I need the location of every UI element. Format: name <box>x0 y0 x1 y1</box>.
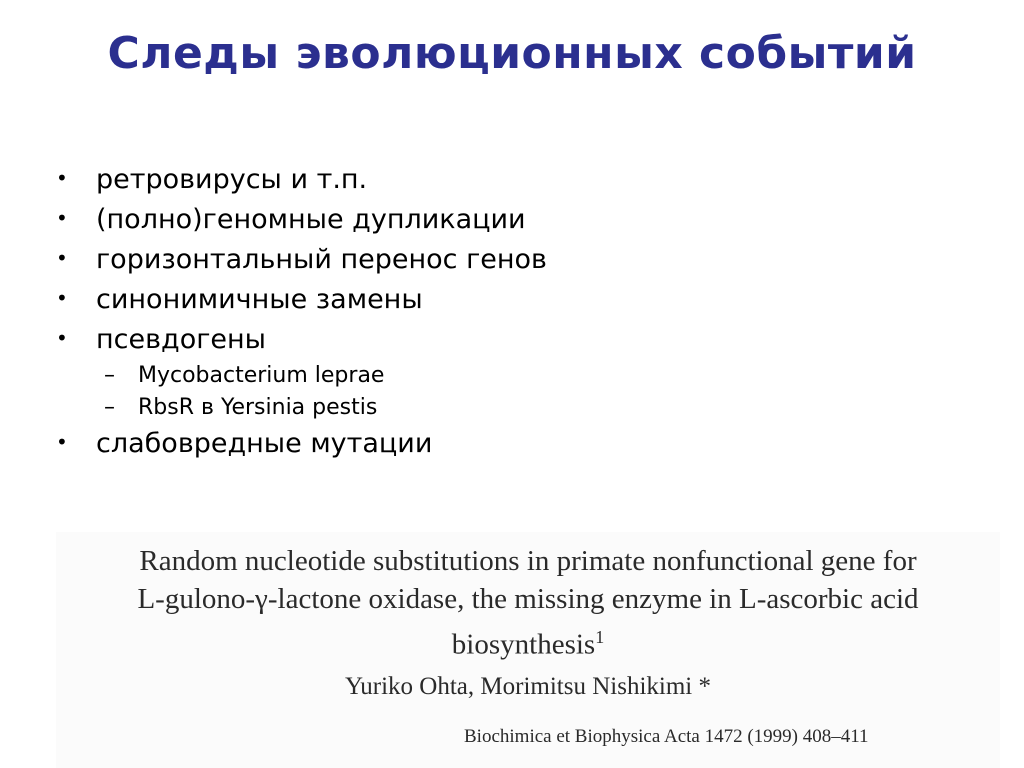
paper-title-line: Random nucleotide substitutions in primate nonfunctional gene for <box>139 545 917 577</box>
bullet-text: слабовредные мутации <box>96 428 433 459</box>
paper-title-text: biosynthesis <box>451 628 596 661</box>
sub-bullet-dash: – <box>104 395 115 420</box>
sub-bullet-item <box>56 392 956 424</box>
paper-title <box>56 542 1000 664</box>
slide-title: Следы эволюционных событий <box>107 28 917 79</box>
bullet-item <box>56 160 956 200</box>
bullet-dot: • <box>56 326 68 350</box>
bullet-dot: • <box>56 166 68 190</box>
footnote-mark: 1 <box>595 627 605 647</box>
bullet-text: псевдогены <box>96 324 266 355</box>
bullet-item <box>56 424 956 464</box>
bullet-dot: • <box>56 430 68 454</box>
bullet-text: синонимичные замены <box>96 284 423 315</box>
paper-citation-image <box>56 532 1000 768</box>
paper-authors: Yuriko Ohta, Morimitsu Nishikimi * <box>345 673 711 700</box>
paper-title-line: L-gulono-γ-lactone oxidase, the missing enzyme in L-ascorbic acid <box>137 583 919 615</box>
bullet-item <box>56 200 956 240</box>
bullet-dot: • <box>56 286 68 310</box>
bullet-item <box>56 280 956 320</box>
journal-reference: Biochimica et Biophysica Acta 1472 (1999) 408–411 <box>464 726 869 747</box>
bullet-item <box>56 320 956 360</box>
bullet-text: (полно)геномные дупликации <box>96 204 526 235</box>
bullet-dot: • <box>56 206 68 230</box>
bullet-dot: • <box>56 246 68 270</box>
sub-bullet-text: RbsR в Yersinia pestis <box>138 395 378 420</box>
bullet-item <box>56 240 956 280</box>
bullet-text: ретровирусы и т.п. <box>96 164 368 195</box>
bullet-list <box>56 160 956 464</box>
sub-bullet-dash: – <box>104 363 115 388</box>
paper-title-line <box>56 618 1000 664</box>
bullet-text: горизонтальный перенос генов <box>96 244 547 275</box>
sub-bullet-text: Mycobacterium leprae <box>138 363 385 388</box>
sub-bullet-item <box>56 360 956 392</box>
